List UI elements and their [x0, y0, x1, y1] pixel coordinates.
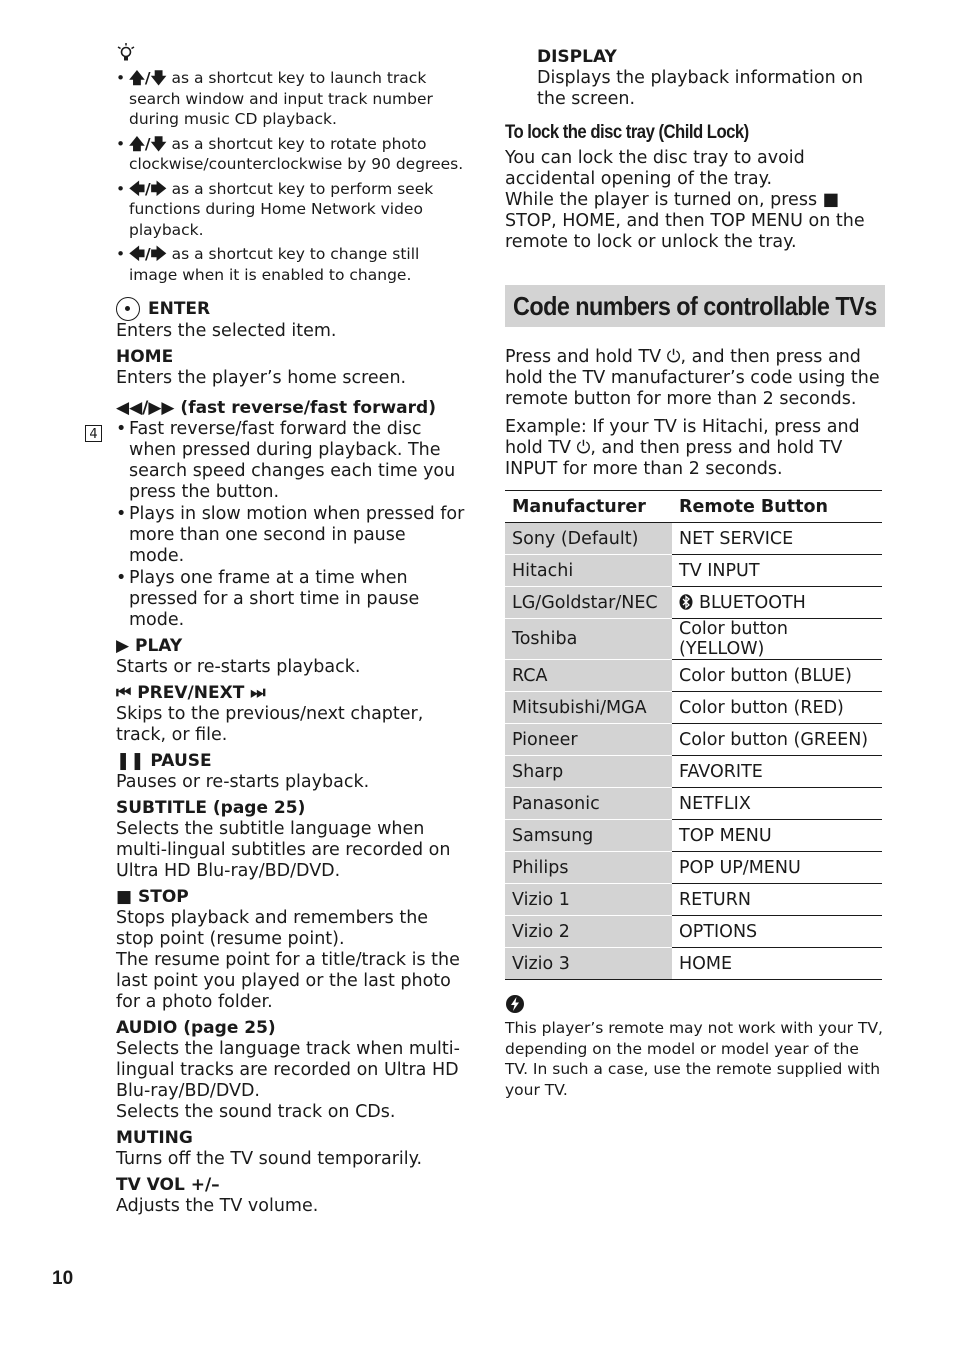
table-row [505, 916, 882, 948]
remote-button-cell [672, 587, 882, 619]
remote-button-cell: TOP MENU [672, 820, 882, 852]
child-lock-title: To lock the disc tray (Child Lock) [505, 122, 749, 143]
subtitle-desc: Selects the subtitle language when multi-lingual subtitles are recorded on Ultra HD Blu-ray/BD/DVD. [116, 819, 451, 881]
remote-button-cell: TV INPUT [672, 555, 882, 587]
caution-icon [505, 994, 525, 1014]
table-row [505, 788, 882, 820]
manufacturer-cell: Pioneer [505, 724, 672, 756]
remote-button-label: BLUETOOTH [699, 592, 806, 613]
remote-button-cell: NET SERVICE [672, 523, 882, 555]
bluetooth-icon [679, 593, 699, 613]
manufacturer-cell: Sony (Default) [505, 523, 672, 555]
tip-text: as a shortcut key to rotate photo clockwise/counterclockwise by 90 degrees. [129, 134, 464, 173]
manufacturer-cell: Panasonic [505, 788, 672, 820]
enter-icon [116, 297, 140, 321]
table-row [505, 756, 882, 788]
tip-text: as a shortcut key to launch track search window and input track number during music CD playback. [129, 69, 433, 128]
arrow-left-right-icon: 🡄/🡆 [129, 245, 167, 263]
table-row [505, 852, 882, 884]
prev-next-desc: Skips to the previous/next chapter, track, or file. [116, 704, 424, 745]
pause-label: ❚❚ PAUSE [116, 751, 212, 771]
remote-button-cell: Color button (GREEN) [672, 724, 882, 756]
enter-heading [116, 297, 466, 321]
bullet-item: • Plays in slow motion when pressed for more than one second in pause mode. [116, 504, 466, 567]
table-row [505, 555, 882, 587]
section-title: Code numbers of controllable TVs [513, 290, 877, 321]
tv-codes-table [505, 490, 882, 980]
table-row [505, 660, 882, 692]
item-number-box: 4 [85, 425, 102, 442]
manufacturer-cell: LG/Goldstar/NEC [505, 587, 672, 619]
muting-desc: Turns off the TV sound temporarily. [116, 1149, 423, 1169]
tip-item [116, 179, 466, 241]
tips-list [116, 68, 466, 285]
table-row [505, 587, 882, 619]
arrow-up-down-icon: 🡅/🡇 [129, 69, 167, 87]
manufacturer-cell: Vizio 3 [505, 948, 672, 980]
enter-desc: Enters the selected item. [116, 321, 337, 341]
manufacturer-cell: Sharp [505, 756, 672, 788]
stop-label: ■ STOP [116, 887, 189, 907]
arrow-up-down-icon: 🡅/🡇 [129, 134, 167, 153]
display-label: DISPLAY [537, 47, 617, 67]
audio-label: AUDIO (page 25) [116, 1018, 276, 1038]
fast-reverse-forward-bullets [116, 419, 466, 631]
right-column [505, 46, 885, 1100]
left-column [116, 42, 466, 1217]
stop-desc-2: The resume point for a title/track is the last point you played or the last photo for a photo folder. [116, 950, 460, 1012]
display-block [505, 46, 885, 110]
manufacturer-cell: Samsung [505, 820, 672, 852]
manufacturer-cell: RCA [505, 660, 672, 692]
subtitle-label: SUBTITLE (page 25) [116, 798, 306, 818]
tip-item [116, 244, 466, 285]
intro-text: Press and hold TV ⏻, and then press and hold the TV manufacturer’s code using the remote button for more than 2 seconds. [505, 347, 880, 409]
home-desc: Enters the player’s home screen. [116, 368, 407, 388]
manufacturer-cell: Hitachi [505, 555, 672, 587]
table-row [505, 619, 882, 660]
table-row [505, 724, 882, 756]
remote-button-cell: HOME [672, 948, 882, 980]
table-row [505, 523, 882, 555]
remote-button-cell: Color button (BLUE) [672, 660, 882, 692]
fast-reverse-forward-label: ◀◀/▶▶ (fast reverse/fast forward) [116, 398, 436, 418]
tip-text: as a shortcut key to perform seek functions during Home Network video playback. [129, 179, 434, 239]
table-row [505, 692, 882, 724]
audio-desc-2: Selects the sound track on CDs. [116, 1102, 396, 1122]
home-label: HOME [116, 347, 174, 367]
audio-desc: Selects the language track when multi-lingual tracks are recorded on Ultra HD Blu-ray/BD/DVD. [116, 1039, 460, 1101]
lightbulb-icon [116, 42, 136, 64]
arrow-left-right-icon: 🡄/🡆 [129, 179, 167, 198]
muting-label: MUTING [116, 1128, 193, 1148]
manufacturer-cell: Philips [505, 852, 672, 884]
tv-vol-desc: Adjusts the TV volume. [116, 1196, 319, 1216]
child-lock-text: You can lock the disc tray to avoid accidental opening of the tray. [505, 148, 805, 189]
manufacturer-cell: Vizio 2 [505, 916, 672, 948]
prev-next-label: ⏮ PREV/NEXT ⏭ [116, 683, 266, 703]
tip-item [116, 134, 466, 175]
stop-desc: Stops playback and remembers the stop point (resume point). [116, 908, 429, 949]
table-header-row [505, 491, 882, 523]
play-desc: Starts or re-starts playback. [116, 657, 361, 677]
bullet-item: • Fast reverse/fast forward the disc when pressed during playback. The search speed changes each time you press the button. [116, 419, 466, 503]
table-row [505, 820, 882, 852]
pause-desc: Pauses or re-starts playback. [116, 772, 370, 792]
enter-label: ENTER [148, 299, 211, 319]
tip-item [116, 68, 466, 130]
page-number: 10 [52, 1268, 74, 1289]
section-banner [505, 285, 885, 327]
play-label: ▶ PLAY [116, 636, 183, 656]
manufacturer-cell: Toshiba [505, 619, 672, 660]
manufacturer-cell: Vizio 1 [505, 884, 672, 916]
table-row [505, 884, 882, 916]
header-remote-button: Remote Button [672, 491, 882, 523]
table-body [505, 523, 882, 980]
remote-button-cell: RETURN [672, 884, 882, 916]
tip-text: as a shortcut key to change still image when it is enabled to change. [129, 245, 420, 284]
table-row [505, 948, 882, 980]
remote-button-cell: POP UP/MENU [672, 852, 882, 884]
child-lock-text-2: While the player is turned on, press ■ STOP, HOME, and then TOP MENU on the remote to lock or unlock the tray. [505, 190, 865, 252]
tv-vol-label: TV VOL +/– [116, 1175, 220, 1195]
note-text: This player’s remote may not work with your TV, depending on the model or model year of the TV. In such a case, use the remote supplied with your TV. [505, 1019, 883, 1099]
remote-button-cell: FAVORITE [672, 756, 882, 788]
bullet-item: • Plays one frame at a time when pressed for a short time in pause mode. [116, 568, 466, 631]
display-desc: Displays the playback information on the screen. [537, 68, 864, 109]
remote-button-cell: Color button (RED) [672, 692, 882, 724]
remote-button-cell: NETFLIX [672, 788, 882, 820]
header-manufacturer: Manufacturer [505, 491, 672, 523]
example-text: Example: If your TV is Hitachi, press and hold TV ⏻, and then press and hold TV INPUT for more than 2 seconds. [505, 417, 860, 479]
remote-button-cell: OPTIONS [672, 916, 882, 948]
manufacturer-cell: Mitsubishi/MGA [505, 692, 672, 724]
remote-button-cell: Color button (YELLOW) [672, 619, 882, 660]
